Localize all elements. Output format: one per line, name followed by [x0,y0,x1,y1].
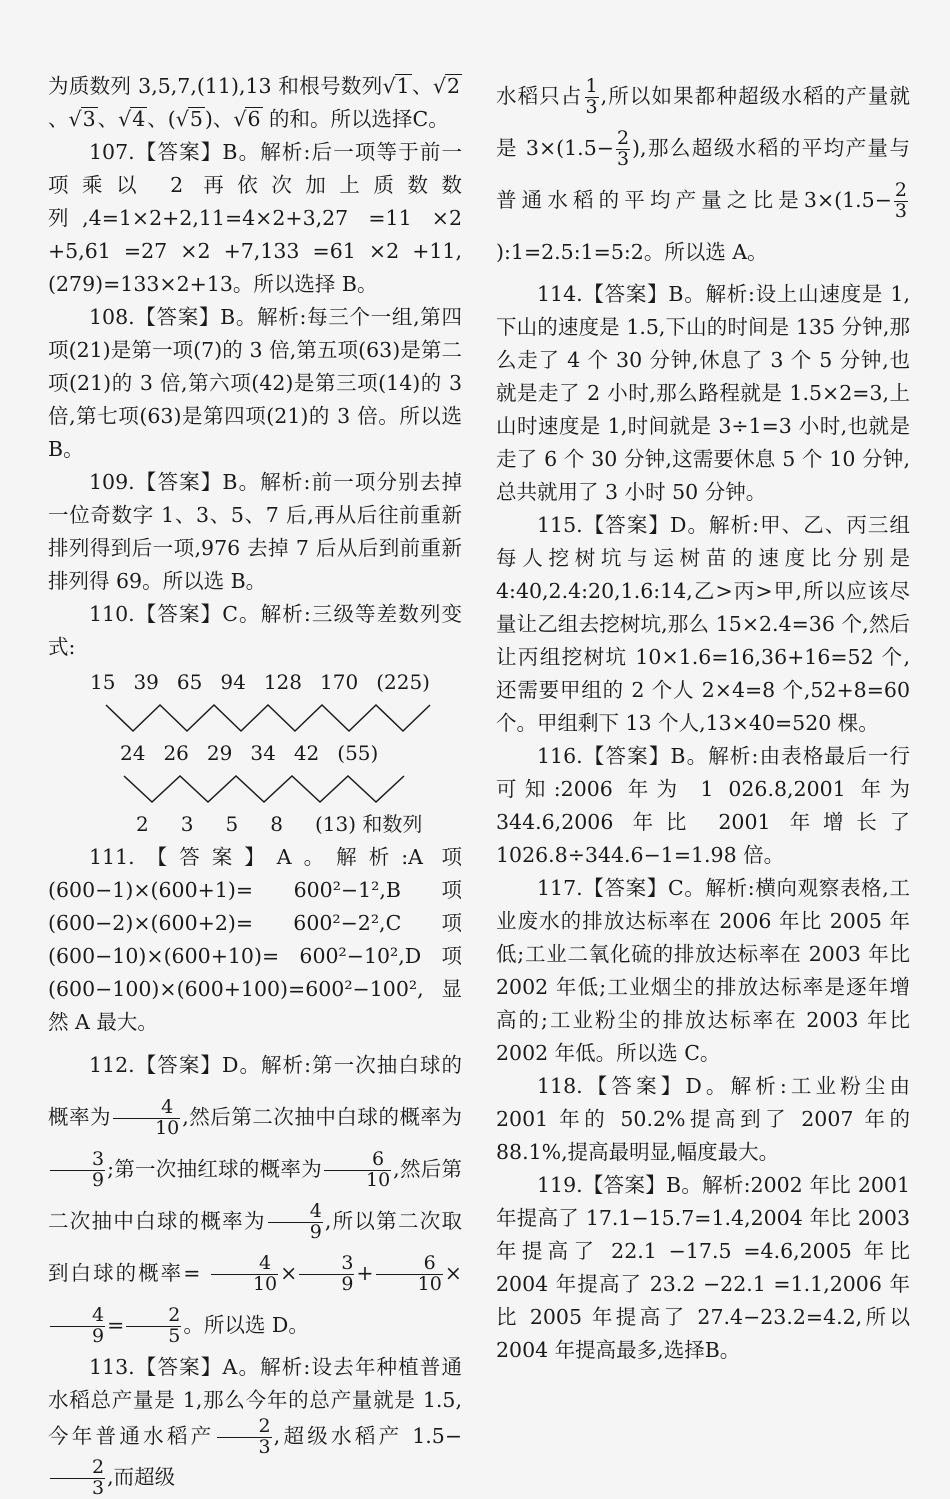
sequence-row-1 [48,666,462,699]
right-column [496,70,910,1367]
fraction: $\frac{2}{3}$ [616,127,630,170]
seq-value: 128 [263,670,302,694]
paragraph-106-end: 为质数列 3,5,7,(11),13 和根号数列√1、√2、√3、√4、(√5)、√6 的和。所以选择C。 [48,74,460,131]
seq-value: 3 [180,812,194,836]
seq-value: 15 [90,670,116,694]
sequence-row-3 [48,808,462,841]
fraction: $\frac{4}{9}$ [268,1202,323,1243]
paragraph-111: 111.【答案】A。解析:A 项(600−1)×(600+1)= 600²−1²,B 项(600−2)×(600+2)= 600²−2²,C 项(600−10)×(600+10)= 600²−10²,D 项(600−100)×(600+100)=600²−100²,显然 A 最大。 [48,845,462,1034]
paragraph-107: 107.【答案】B。解析:后一项等于前一项乘以 2 再依次加上质数数列,4=1×2+2,11=4×2+3,27 =11 ×2 +5,61 =27 ×2 +7,133 =61 ×2 +11,(279)=133×2+13。所以选择 B。 [48,140,462,296]
sequence-diagram [48,666,462,841]
seq-value: 65 [176,670,203,694]
seq-value: 34 [250,741,276,765]
fraction: $\frac{3}{9}$ [299,1254,354,1295]
seq-value: 2 [136,812,149,836]
paragraph-108: 108.【答案】B。解析:每三个一组,第四项(21)是第一项(7)的 3 倍,第五项(63)是第二项(21)的 3 倍,第六项(42)是第三项(14)的 3 倍,第七项(63)是第四项(21)的 3 倍。所以选 B。 [48,305,462,461]
zigzag-line-1 [48,701,462,735]
seq-value: (55) [337,741,379,765]
seq-value: 29 [206,741,233,765]
fraction: $\frac{3}{9}$ [50,1150,105,1191]
paragraph-109: 109.【答案】B。解析:前一项分别去掉一位奇数字 1、3、5、7 后,再从后往前重新排列得到后一项,976 去掉 7 后从后到前重新排列得 69。所以选 B。 [48,470,462,593]
fraction: $\frac{2}{3}$ [217,1417,272,1458]
seq-value: 24 [120,741,146,765]
paragraph-114: 114.【答案】B。解析:设上山速度是 1,下山的速度是 1.5,下山的时间是 135 分钟,那么走了 4 个 30 分钟,休息了 3 个 5 分钟,也就是走了 2 小时,那么路程就是 1.5×2=3,上山时速度是 1,时间就是 3÷1=3 小时,也就是走了 6 个 30 分钟,这需要休息 5 个 10 分钟,总共就用了 3 小时 50 分钟。 [496,282,910,504]
left-column [48,70,462,1499]
paragraph-110: 110.【答案】C。解析:三级等差数列变式: [48,602,462,659]
fraction: $\frac{2}{3}$ [894,179,907,222]
seq-value: 8 [270,812,283,836]
paragraph-112: 112.【答案】D。解析:第一次抽白球的概率为 $\frac{4}{10}$ ,然后第二次抽中白球的概率为 $\frac{3}{9}$ ;第一次抽红球的概率为 $\frac{6}{10}$ ,然后第二次抽中白球的概率为 $\frac{4}{9}$ ,所以第二次取到白球的概率= $\frac{4}{10}$ × $\frac{3}{9}$ + $\frac{6}{10}$ × $\frac{4}{9}$ = $\frac{2}{5}$ 。所以选 D。 [48,1053,463,1347]
paragraph-113-start: 113.【答案】A。解析:设去年种植普通水稻总产量是 1,那么今年的总产量就是 1.5,今年普通水稻产 $\frac{2}{3}$ ,超级水稻产 1.5− $\frac{2}{3}$ ,而超级 [48,1355,462,1499]
paragraph-117: 117.【答案】C。解析:横向观察表格,工业废水的排放达标率在 2006 年比 2005 年低;工业二氧化硫的排放达标率在 2003 年比 2002 年低;工业烟尘的排放达标率是逐年增高的;工业粉尘的排放达标率在 2003 年比 2002 年低。所以选 C。 [496,876,910,1065]
sequence-row-2 [48,737,462,770]
seq-value: 42 [293,741,320,765]
seq-value: 94 [220,670,246,694]
fraction: $\frac{6}{10}$ [376,1254,443,1295]
fraction: $\frac{4}{9}$ [50,1306,105,1347]
fraction: $\frac{6}{10}$ [324,1150,391,1191]
fraction: $\frac{2}{5}$ [126,1306,181,1347]
fraction: $\frac{4}{10}$ [113,1098,180,1139]
paragraph-115: 115.【答案】D。解析:甲、乙、丙三组每人挖树坑与运树苗的速度比分别是 4:40,2.4:20,1.6:14,乙>丙>甲,所以应该尽量让乙组去挖树坑,那么 15×2.4=36 个,然后让丙组挖树坑 10×1.6=16,36+16=52 个,还需要甲组的 2 个人 2×4=8 个,52+8=60 个。甲组剩下 13 个人,13×40=520 棵。 [496,513,910,735]
seq-value: 39 [133,670,159,694]
seq-value: (13) 和数列 [314,812,423,836]
seq-value: 5 [225,812,239,836]
fraction: $\frac{4}{10}$ [211,1254,278,1295]
fraction: $\frac{2}{3}$ [50,1458,105,1499]
paragraph-118: 118.【答案】D。解析:工业粉尘由 2001 年的 50.2%提高到了 2007 年的 88.1%,提高最明显,幅度最大。 [496,1074,910,1164]
paragraph-116: 116.【答案】B。解析:由表格最后一行可知:2006 年为 1 026.8,2001 年为 344.6,2006 年比 2001 年增长了 1026.8÷344.6−1=1.98 倍。 [496,744,910,867]
seq-value: 26 [163,741,189,765]
seq-value: 170 [320,670,359,694]
paragraph-119: 119.【答案】B。解析:2002 年比 2001 年提高了 17.1−15.7=1.4,2004 年比 2003 年提高了 22.1 −17.5 =4.6,2005 年比 2004 年提高了 23.2 −22.1 =1.1,2006 年比 2005 年提高了 27.4−23.2=4.2,所以 2004 年提高最多,选择B。 [496,1173,910,1362]
fraction: $\frac{1}{3}$ [585,75,598,118]
zigzag-line-2 [48,772,462,806]
paragraph-113-end: 水稻只占 $\frac{1}{3}$ ,所以如果都种超级水稻的产量就是 3×(1.5− $\frac{2}{3}$ ),那么超级水稻的平均产量与普通水稻的平均产量之比是3×(1.5− $\frac{2}{3}$ ):1=2.5:1=5:2。所以选 A。 [496,75,911,264]
seq-value: (225) [376,670,430,694]
